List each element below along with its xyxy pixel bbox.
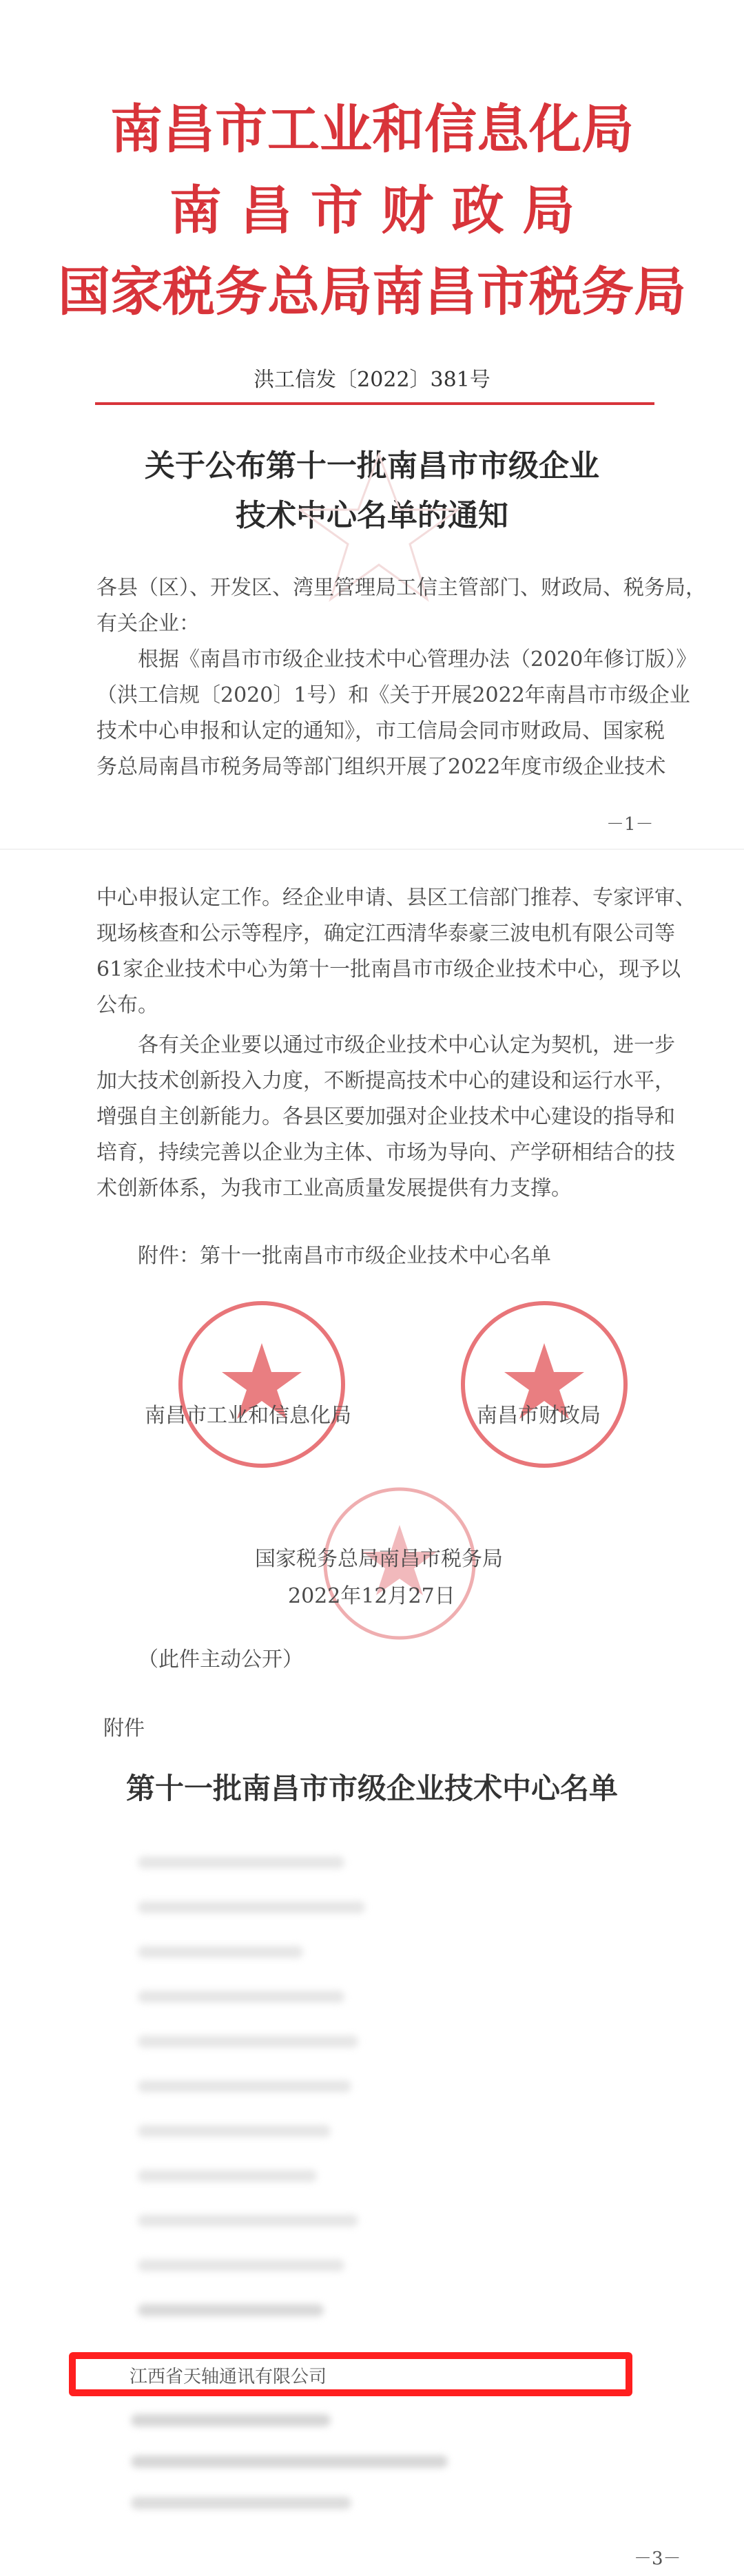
paragraph-2-line-5: 术创新体系，为我市工业高质量发展提供有力支撑。 bbox=[96, 1176, 572, 1201]
agency-name-3: 国家税务总局南昌市税务局 bbox=[58, 261, 686, 322]
blurred-list-item bbox=[131, 2414, 331, 2427]
stamp-finance-bureau-icon bbox=[455, 1295, 634, 1474]
blurred-list-item bbox=[138, 1946, 303, 1958]
issue-date: 2022年12月27日 bbox=[288, 1584, 455, 1608]
page-number-1: －1－ bbox=[606, 814, 654, 835]
signature-tax-bureau: 国家税务总局南昌市税务局 bbox=[255, 1547, 503, 1571]
document-number: 洪工信发〔2022〕381号 bbox=[254, 368, 490, 392]
blurred-list-item bbox=[138, 2304, 324, 2316]
paragraph-2-line-4: 培育，持续完善以企业为主体、市场为导向、产学研相结合的技 bbox=[96, 1141, 675, 1165]
page-number-3: －3－ bbox=[634, 2548, 681, 2569]
blurred-list-item bbox=[138, 2214, 358, 2227]
signature-finance-bureau: 南昌市财政局 bbox=[477, 1404, 601, 1428]
attachment-label: 附件 bbox=[103, 1716, 145, 1741]
paragraph-1-line-7: 61家企业技术中心为第十一批南昌市市级企业技术中心，现予以 bbox=[96, 957, 681, 981]
blurred-list-item bbox=[138, 1991, 344, 2003]
paragraph-1-line-3: 技术中心申报和认定的通知》，市工信局会同市财政局、国家税 bbox=[96, 719, 665, 743]
blurred-list-item bbox=[138, 2035, 358, 2048]
recipients-line-1: 各县（区）、开发区、湾里管理局工信主管部门、财政局、税务局， bbox=[96, 576, 706, 600]
blurred-list-item bbox=[138, 2170, 317, 2182]
blurred-list-item bbox=[138, 1856, 344, 1869]
red-divider bbox=[95, 402, 654, 405]
public-disclosure-note: （此件主动公开） bbox=[138, 1648, 303, 1672]
notice-title-line-1: 关于公布第十一批南昌市市级企业 bbox=[145, 448, 599, 484]
blurred-list-item bbox=[138, 1901, 365, 1913]
page-break bbox=[0, 849, 744, 850]
agency-name-1: 南昌市工业和信息化局 bbox=[110, 98, 634, 160]
recipients-line-2: 有关企业： bbox=[96, 612, 200, 636]
blurred-list-item bbox=[131, 2497, 351, 2509]
paragraph-2-line-3: 增强自主创新能力。各县区要加强对企业技术中心建设的指导和 bbox=[96, 1105, 675, 1129]
paragraph-1-line-1: 根据《南昌市市级企业技术中心管理办法（2020年修订版）》 bbox=[138, 647, 697, 672]
paragraph-1-line-2: （洪工信规〔2020〕1号）和《关于开展2022年南昌市市级企业 bbox=[96, 683, 690, 707]
stamp-industry-bureau-icon bbox=[172, 1295, 351, 1474]
paragraph-2-line-1: 各有关企业要以通过市级企业技术中心认定为契机，进一步 bbox=[138, 1033, 675, 1057]
paragraph-1-line-5: 中心申报认定工作。经企业申请、县区工信部门推荐、专家评审、 bbox=[96, 886, 696, 910]
attachment-title: 第十一批南昌市市级企业技术中心名单 bbox=[125, 1772, 618, 1805]
paragraph-1-line-4: 务总局南昌市税务局等部门组织开展了2022年度市级企业技术 bbox=[96, 755, 666, 779]
attachment-note: 附件：第十一批南昌市市级企业技术中心名单 bbox=[138, 1244, 551, 1268]
paragraph-1-line-8: 公布。 bbox=[96, 993, 158, 1017]
highlighted-company-name: 江西省天轴通讯有限公司 bbox=[130, 2367, 327, 2387]
signature-industry-bureau: 南昌市工业和信息化局 bbox=[145, 1404, 351, 1428]
blurred-list-item bbox=[138, 2080, 351, 2092]
blurred-list-item bbox=[131, 2455, 448, 2468]
blurred-list-item bbox=[138, 2125, 331, 2137]
notice-title-line-2: 技术中心名单的通知 bbox=[236, 498, 508, 533]
paragraph-2-line-2: 加大技术创新投入力度，不断提高技术中心的建设和运行水平， bbox=[96, 1069, 675, 1093]
agency-name-2: 南 昌 市 财 政 局 bbox=[169, 180, 575, 241]
paragraph-1-line-6: 现场核查和公示等程序，确定江西清华泰豪三波电机有限公司等 bbox=[96, 922, 675, 946]
blurred-list-item bbox=[138, 2259, 344, 2272]
